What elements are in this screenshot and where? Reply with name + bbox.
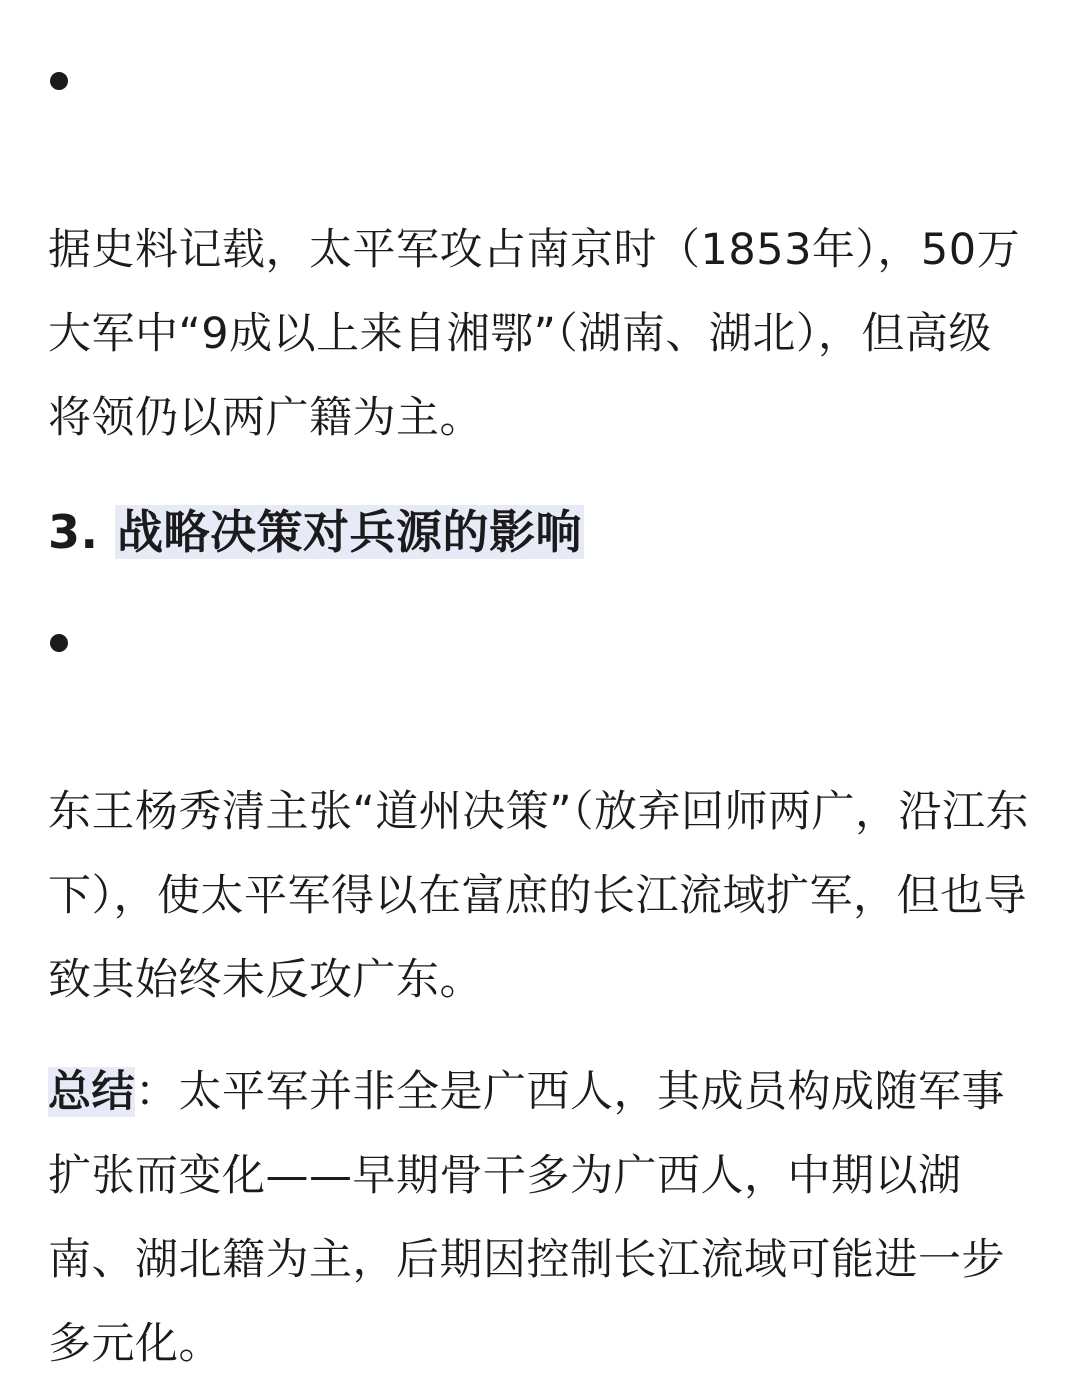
- summary-separator: ：: [135, 1067, 179, 1117]
- section-title: 战略决策对兵源的影响: [117, 505, 582, 559]
- list-item: [48, 602, 1033, 1022]
- summary-label: 总结: [48, 1067, 135, 1117]
- list-item-text: 据史料记载，太平军攻占南京时（1853年），50万大军中“9成以上来自湘鄂”（湖南、湖北），但高级将领仍以两广籍为主。: [48, 225, 1021, 443]
- summary-text: 太平军并非全是广西人，其成员构成随军事扩张而变化——早期骨干多为广西人，中期以湖南、湖北籍为主，后期因控制长江流域可能进一步多元化。: [48, 1067, 1005, 1369]
- bullet-dot-icon: [50, 634, 68, 652]
- summary-paragraph: [48, 1050, 1033, 1386]
- article-content: [48, 40, 1033, 1386]
- list-item: [48, 40, 1033, 460]
- bullet-dot-icon: [50, 72, 68, 90]
- section-heading: [48, 494, 1033, 570]
- list-item-text: 东王杨秀清主张“道州决策”（放弃回师两广，沿江东下），使太平军得以在富庶的长江流域扩军，但也导致其始终未反攻广东。: [48, 787, 1030, 1005]
- section-number: 3.: [48, 505, 99, 559]
